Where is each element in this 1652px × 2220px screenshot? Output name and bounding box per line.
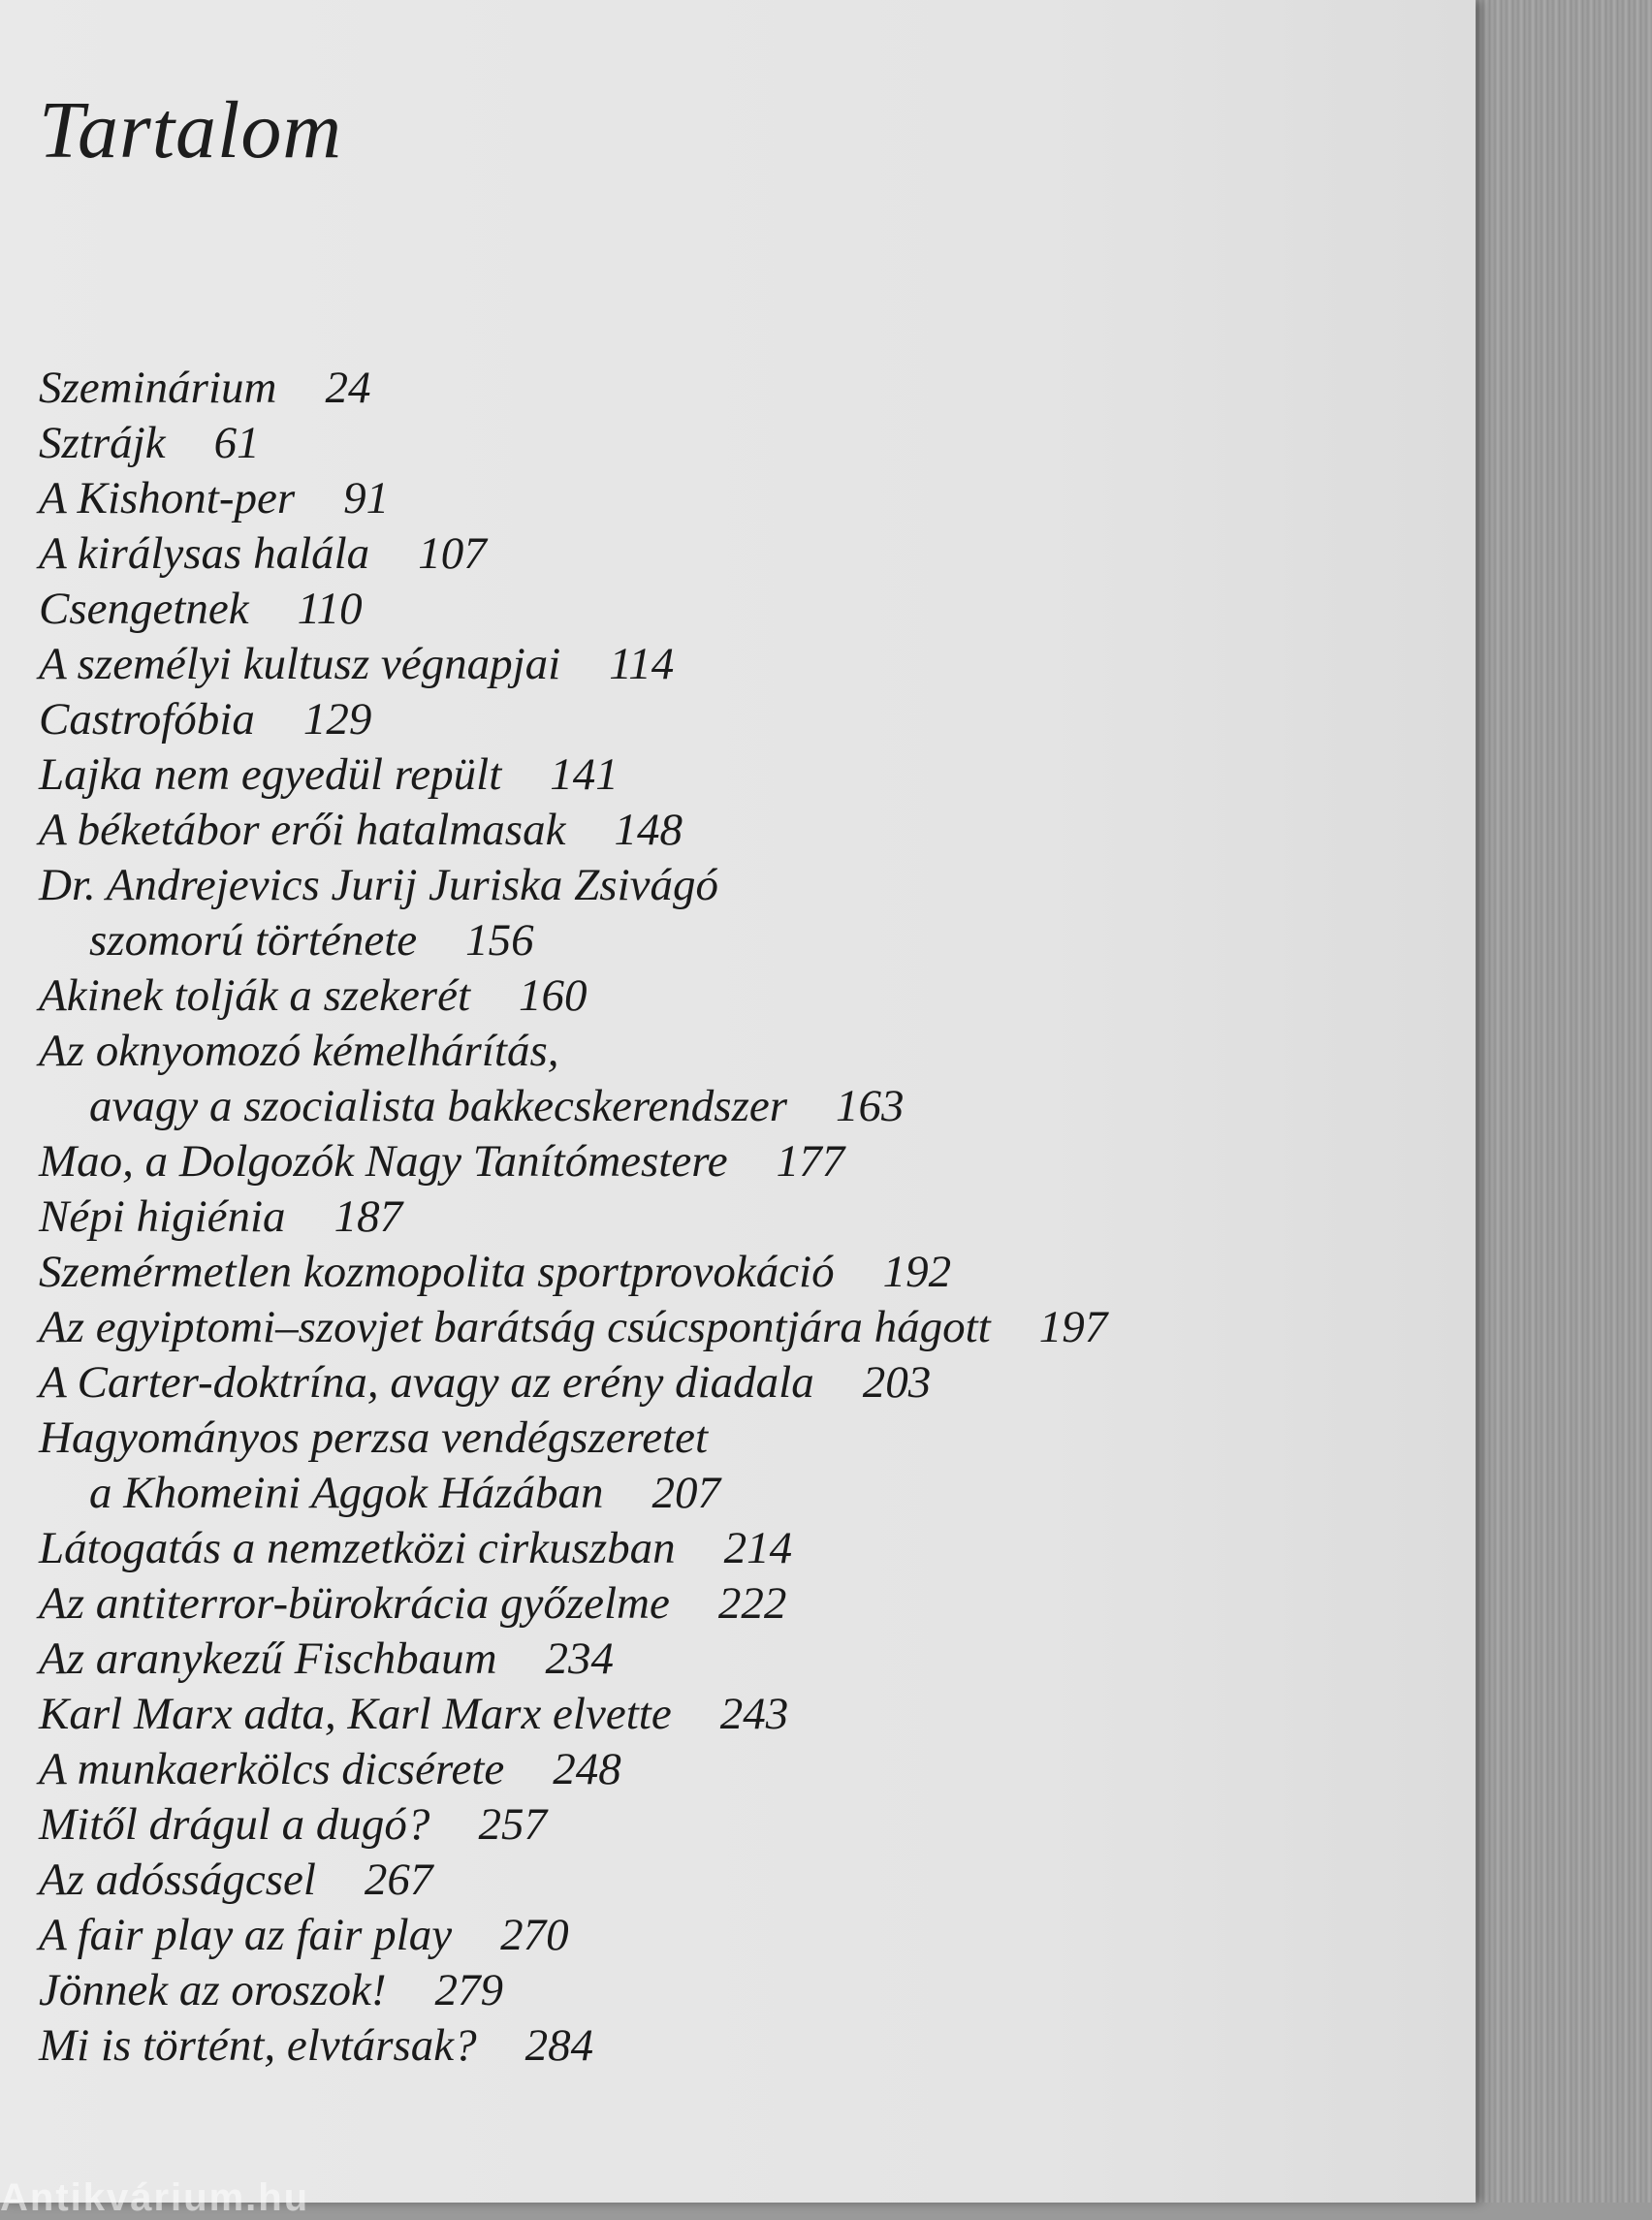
toc-entry	[39, 416, 1107, 471]
toc-entry-page-number: 177	[776, 1136, 845, 1187]
toc-entry-page-number: 107	[418, 528, 487, 579]
toc-entry-title: A királysas halála	[39, 528, 370, 579]
toc-entry-title: Az adósságcsel	[39, 1855, 316, 1905]
toc-entry-title: A személyi kultusz végnapjai	[39, 639, 561, 689]
toc-entry-title: Mao, a Dolgozók Nagy Tanítómestere	[39, 1136, 728, 1187]
toc-entry-title: A Kishont-per	[39, 473, 296, 523]
toc-entry-page-number: 91	[343, 473, 390, 523]
table-surface	[1454, 0, 1652, 2203]
toc-entry	[39, 1079, 1107, 1134]
toc-entry-title: Látogatás a nemzetközi cirkuszban	[39, 1523, 676, 1573]
toc-entry-page-number: 160	[519, 970, 588, 1021]
table-of-contents	[39, 361, 1107, 2074]
toc-entry-title: A munkaerkölcs dicsérete	[39, 1744, 505, 1794]
watermark-text: Antikvárium.hu	[0, 2176, 310, 2219]
toc-entry	[39, 747, 1107, 803]
toc-entry	[39, 1742, 1107, 1797]
toc-entry-title: A fair play az fair play	[39, 1910, 453, 1960]
toc-entry-page-number: 284	[524, 2020, 594, 2071]
toc-entry-title: Sztrájk	[39, 418, 166, 468]
toc-entry	[39, 526, 1107, 582]
page-title: Tartalom	[39, 85, 343, 175]
toc-entry	[39, 1908, 1107, 1963]
toc-entry-title: Castrofóbia	[39, 694, 255, 745]
toc-entry-title: Az oknyomozó kémelhárítás,	[39, 1026, 559, 1076]
toc-entry-title: Mitől drágul a dugó?	[39, 1799, 430, 1850]
toc-entry-title: szomorú története	[89, 915, 418, 966]
toc-entry	[39, 1687, 1107, 1742]
toc-entry	[39, 1134, 1107, 1189]
toc-entry	[39, 858, 1107, 913]
toc-entry-page-number: 279	[434, 1965, 504, 2015]
toc-entry-title: Szemérmetlen kozmopolita sportprovokáció	[39, 1247, 835, 1297]
toc-entry	[39, 1521, 1107, 1576]
toc-entry-page-number: 243	[719, 1689, 789, 1739]
toc-entry	[39, 1797, 1107, 1853]
toc-entry-page-number: 24	[325, 363, 371, 413]
toc-entry	[39, 1576, 1107, 1632]
toc-entry-page-number: 61	[213, 418, 260, 468]
toc-entry	[39, 361, 1107, 416]
toc-entry-title: Az aranykezű Fischbaum	[39, 1633, 497, 1684]
toc-entry-title: Jönnek az oroszok!	[39, 1965, 387, 2015]
toc-entry-title: A Carter-doktrína, avagy az erény diadala	[39, 1357, 814, 1408]
toc-entry	[39, 1245, 1107, 1300]
toc-entry	[39, 637, 1107, 692]
toc-entry-page-number: 270	[500, 1910, 569, 1960]
toc-entry-page-number: 156	[465, 915, 534, 966]
toc-entry	[39, 1355, 1107, 1411]
toc-entry-page-number: 129	[302, 694, 372, 745]
toc-entry-title: Dr. Andrejevics Jurij Juriska Zsivágó	[39, 860, 719, 910]
toc-entry-page-number: 163	[836, 1081, 905, 1131]
toc-entry	[39, 582, 1107, 637]
toc-entry-page-number: 207	[651, 1468, 720, 1518]
toc-entry-title: Az antiterror-bürokrácia győzelme	[39, 1578, 670, 1629]
toc-entry-title: Népi higiénia	[39, 1191, 286, 1242]
toc-entry-page-number: 234	[545, 1633, 615, 1684]
toc-entry-title: Lajka nem egyedül repült	[39, 749, 502, 800]
toc-entry	[39, 1300, 1107, 1355]
toc-entry	[39, 1024, 1107, 1079]
toc-entry-title: Mi is történt, elvtársak?	[39, 2020, 477, 2071]
toc-entry	[39, 2018, 1107, 2074]
toc-entry	[39, 1466, 1107, 1521]
toc-entry-page-number: 203	[862, 1357, 932, 1408]
toc-entry-page-number: 267	[364, 1855, 433, 1905]
toc-entry-page-number: 257	[478, 1799, 547, 1850]
toc-entry-title: Az egyiptomi–szovjet barátság csúcspontjára hágott	[39, 1302, 991, 1352]
toc-entry-title: Szeminárium	[39, 363, 277, 413]
toc-entry-page-number: 187	[334, 1191, 403, 1242]
toc-entry-page-number: 248	[553, 1744, 621, 1794]
toc-entry	[39, 692, 1107, 747]
toc-entry	[39, 1853, 1107, 1908]
toc-entry-title: A béketábor erői hatalmasak	[39, 805, 566, 855]
toc-entry	[39, 968, 1107, 1024]
toc-entry	[39, 1189, 1107, 1245]
toc-entry-page-number: 114	[609, 639, 675, 689]
toc-entry	[39, 1411, 1107, 1466]
toc-entry-page-number: 197	[1038, 1302, 1108, 1352]
toc-entry-title: a Khomeini Aggok Házában	[89, 1468, 604, 1518]
toc-entry-title: avagy a szocialista bakkecskerendszer	[89, 1081, 788, 1131]
toc-entry	[39, 913, 1107, 968]
toc-entry-page-number: 192	[882, 1247, 952, 1297]
toc-entry	[39, 471, 1107, 526]
toc-entry	[39, 1963, 1107, 2018]
toc-entry-title: Karl Marx adta, Karl Marx elvette	[39, 1689, 672, 1739]
toc-entry-title: Akinek tolják a szekerét	[39, 970, 471, 1021]
toc-entry-title: Hagyományos perzsa vendégszeretet	[39, 1412, 709, 1463]
toc-entry-page-number: 110	[297, 584, 363, 634]
toc-entry-page-number: 214	[723, 1523, 793, 1573]
toc-entry-page-number: 222	[717, 1578, 787, 1629]
toc-entry-page-number: 141	[550, 749, 619, 800]
toc-entry-page-number: 148	[614, 805, 683, 855]
toc-entry	[39, 803, 1107, 858]
toc-entry	[39, 1632, 1107, 1687]
toc-entry-title: Csengetnek	[39, 584, 249, 634]
